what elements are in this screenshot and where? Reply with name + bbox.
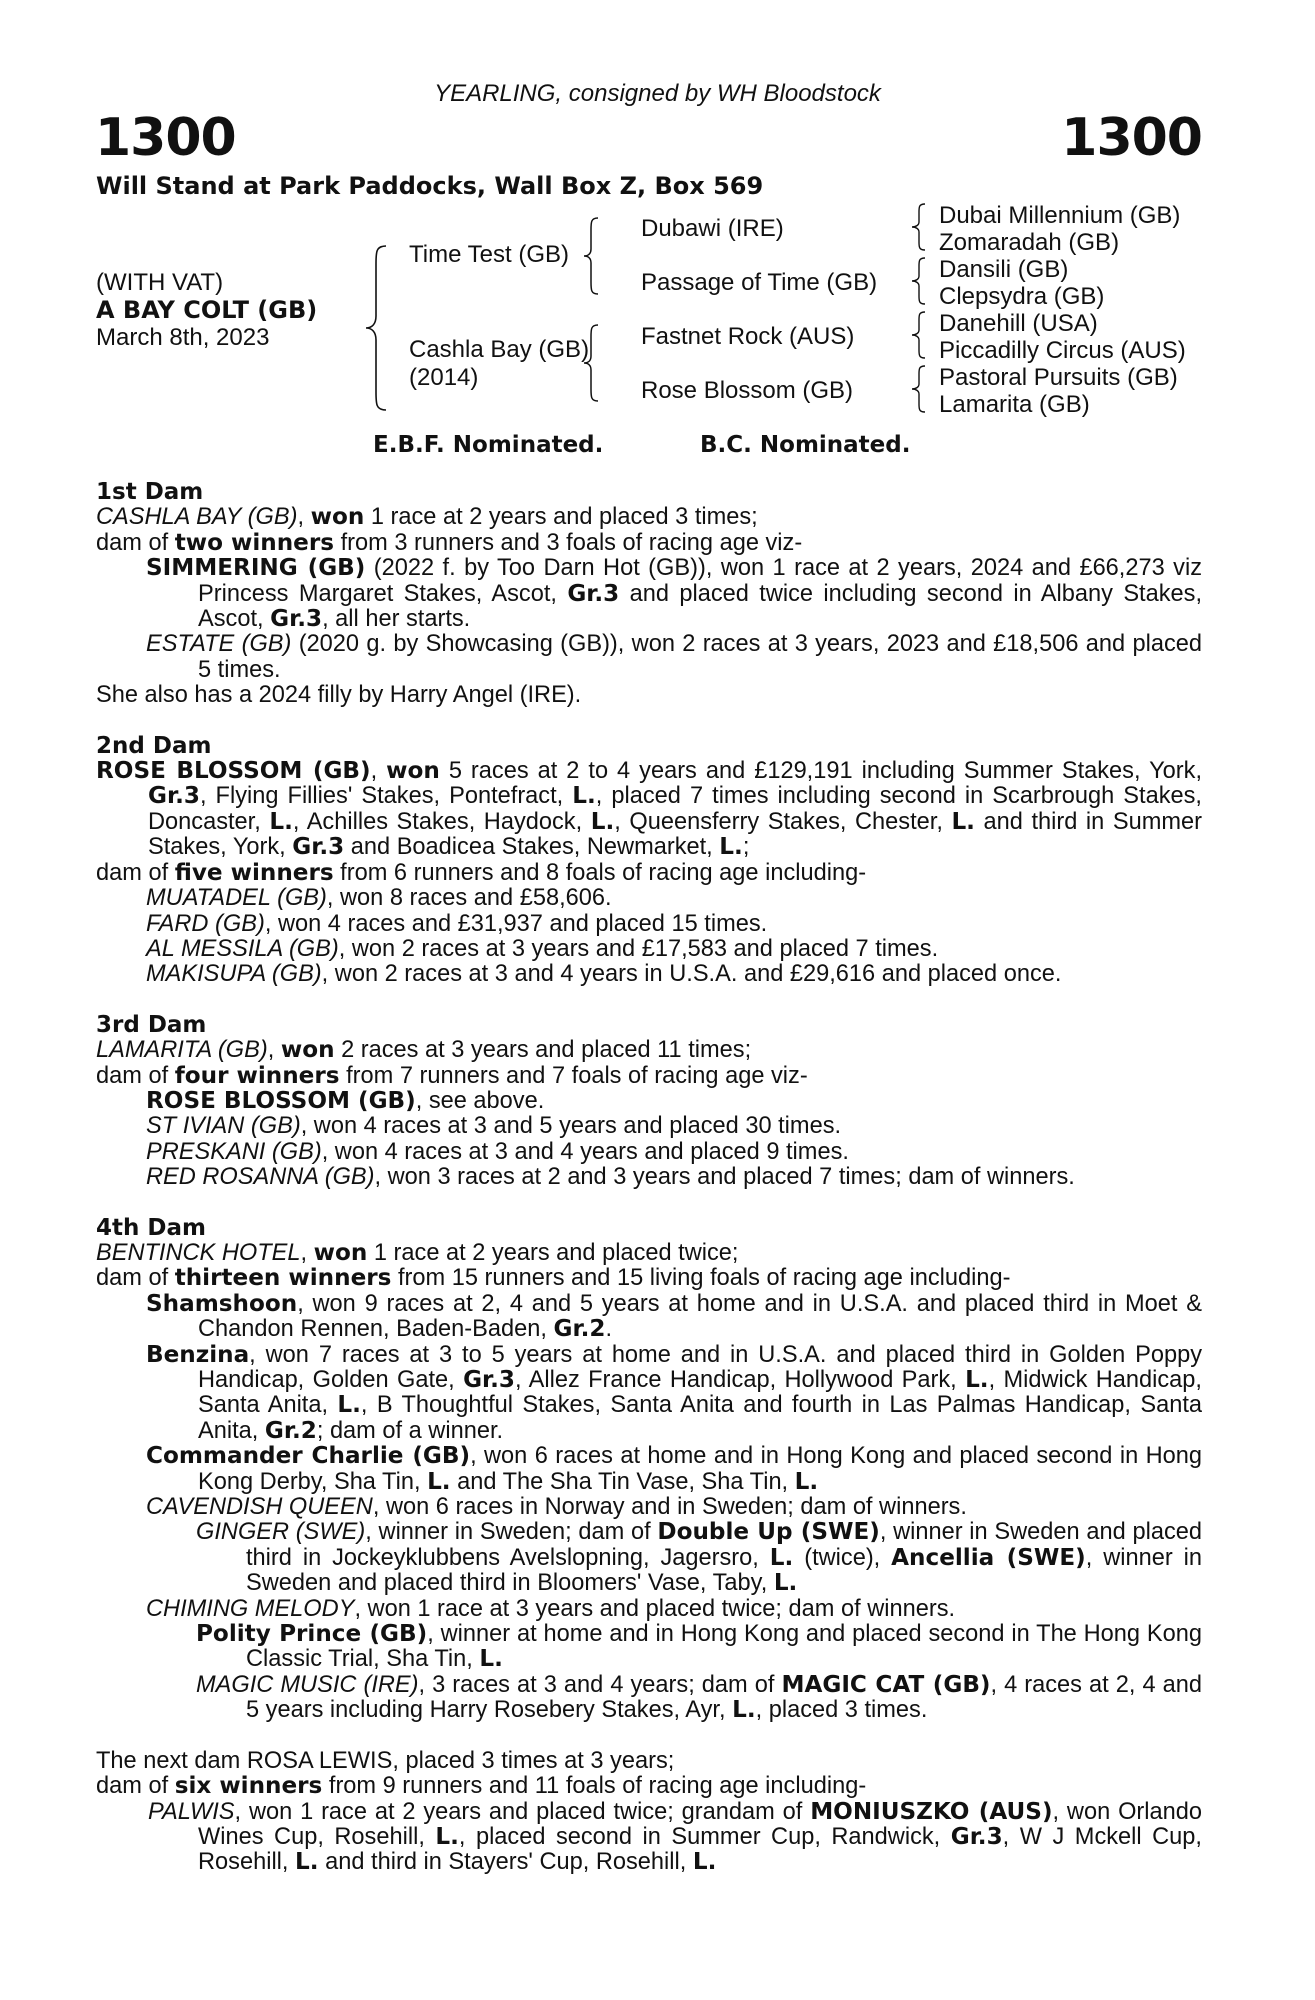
- grand-produce-entry: GINGER (SWE), winner in Sweden; dam of Double Up (SWE), winner in Sweden and placed third in Jockeyklubbens Avelslopning, Jagersro, L. (twice), Ancellia (SWE), winner in Sweden and placed third in Bloomers' Vase, Taby, L.: [196, 1519, 1203, 1597]
- pedigree-dam-year: (2014): [409, 364, 479, 391]
- produce-entry: AL MESSILA (GB), won 2 races at 3 years and £17,583 and placed 7 times.: [146, 935, 939, 962]
- produce-summary: dam of thirteen winners from 15 runners and 15 living foals of racing age including-: [96, 1265, 1011, 1292]
- produce-name: FARD (GB): [146, 910, 265, 937]
- grand-produce-entry: Polity Prince (GB), winner at home and in Hong Kong and placed second in The Hong Kong Classic Trial, Sha Tin, L.: [196, 1621, 1202, 1673]
- produce-entry: FARD (GB), won 4 races and £31,937 and placed 15 times.: [146, 910, 768, 937]
- produce-summary: dam of two winners from 3 runners and 3 foals of racing age viz-: [96, 529, 803, 556]
- dam-record: The next dam ROSA LEWIS, placed 3 times at 3 years;: [96, 1747, 675, 1774]
- ebf-nominated: E.B.F. Nominated.: [373, 432, 604, 458]
- dam-name: CASHLA BAY (GB): [96, 504, 298, 531]
- pedigree-ss-dam: Zomaradah (GB): [939, 229, 1120, 256]
- next-dam-section: [96, 1749, 1202, 1876]
- pedigree-brace-main: [364, 244, 394, 412]
- produce-entry: MAKISUPA (GB), won 2 races at 3 and 4 years in U.S.A. and £29,616 and placed once.: [146, 961, 1062, 988]
- dam-record: LAMARITA (GB), won 2 races at 3 years and placed 11 times;: [96, 1037, 752, 1064]
- pedigree-sire: Time Test (GB): [409, 241, 570, 268]
- section-heading: 3rd Dam: [96, 1011, 207, 1038]
- dam-name: LAMARITA (GB): [96, 1037, 268, 1064]
- pedigree-dam: Cashla Bay (GB): [409, 336, 590, 363]
- produce-entry: ST IVIAN (GB), won 4 races at 3 and 5 years and placed 30 times.: [146, 1113, 842, 1140]
- horse-name: A BAY COLT (GB): [96, 296, 318, 324]
- produce-name: Benzina: [146, 1341, 250, 1368]
- produce-entry: Shamshoon, won 9 races at 2, 4 and 5 years at home and in U.S.A. and placed third in Moet & Chandon Rennen, Baden-Baden, Gr.2.: [146, 1290, 1202, 1343]
- pedigree-brace-sire: [582, 216, 604, 296]
- section-heading: 1st Dam: [96, 479, 204, 505]
- produce-name: GINGER (SWE): [196, 1519, 366, 1546]
- pedigree-ds-sire: Danehill (USA): [939, 310, 1098, 337]
- pedigree-dam-dam: Rose Blossom (GB): [641, 377, 854, 404]
- produce-entry: ESTATE (GB) (2020 g. by Showcasing (GB)), won 2 races at 3 years, 2023 and £18,506 and placed 5 times.: [146, 631, 1202, 683]
- lot-number-right: 1300: [1061, 108, 1202, 168]
- third-dam-section: [96, 1013, 1202, 1191]
- produce-summary: dam of five winners from 6 runners and 8 foals of racing age including-: [96, 859, 867, 886]
- produce-name: PRESKANI (GB): [146, 1138, 322, 1165]
- dam-record: BENTINCK HOTEL, won 1 race at 2 years and placed twice;: [96, 1239, 739, 1266]
- produce-entry: PALWIS, won 1 race at 2 years and placed twice; grandam of MONIUSZKO (AUS), won Orlando Wines Cup, Rosehill, L., placed second in Summer Cup, Randwick, Gr.3, W J Mckell Cup, Rosehill, L. and third in Stayers' Cup, Rosehill, L.: [148, 1798, 1203, 1876]
- section-heading: 2nd Dam: [96, 732, 212, 759]
- produce-name: CAVENDISH QUEEN: [146, 1494, 373, 1521]
- pedigree-dd-dam: Lamarita (GB): [939, 391, 1090, 418]
- pedigree-dam-sire: Fastnet Rock (AUS): [641, 323, 855, 350]
- pedigree-sd-sire: Dansili (GB): [939, 256, 1069, 283]
- produce-entry: MUATADEL (GB), won 8 races and £58,606.: [146, 885, 612, 912]
- produce-name: RED ROSANNA (GB): [146, 1164, 375, 1191]
- catalogue-body: [96, 480, 1202, 1876]
- produce-name: SIMMERING (GB): [146, 555, 366, 582]
- lot-number-left: 1300: [95, 108, 236, 168]
- dam-record: ROSE BLOSSOM (GB), won 5 races at 2 to 4 years and £129,191 including Summer Stakes, York, Gr.3, Flying Fillies' Stakes, Pontefract, L., placed 7 times including second in Scarbrough Stakes, Doncaster, L., Achilles Stakes, Haydock, L., Queensferry Stakes, Chester, L. and third in Summer Stakes, York, Gr.3 and Boadicea Stakes, Newmarket, L.;: [96, 758, 1203, 861]
- pedigree-sd-dam: Clepsydra (GB): [939, 283, 1105, 310]
- catalogue-subtitle: YEARLING, consigned by WH Bloodstock: [434, 80, 881, 107]
- produce-name: Shamshoon: [146, 1290, 298, 1317]
- pedigree-brace-dd: [910, 364, 930, 414]
- produce-entry: CAVENDISH QUEEN, won 6 races in Norway and in Sweden; dam of winners.: [146, 1494, 967, 1521]
- pedigree-ds-dam: Piccadilly Circus (AUS): [939, 337, 1186, 364]
- pedigree-brace-ss: [910, 202, 930, 252]
- produce-name: ST IVIAN (GB): [146, 1113, 301, 1140]
- section-heading: 4th Dam: [96, 1214, 206, 1241]
- produce-entry: Commander Charlie (GB), won 6 races at home and in Hong Kong and placed second in Hong Kong Derby, Sha Tin, L. and The Sha Tin Vase, Sha Tin, L.: [146, 1443, 1202, 1495]
- produce-entry: SIMMERING (GB) (2022 f. by Too Darn Hot (GB)), won 1 race at 2 years, 2024 and £66,273 viz Princess Margaret Stakes, Ascot, Gr.3 and placed twice including second in Albany Stakes, Ascot, Gr.3, all her starts.: [146, 555, 1203, 633]
- produce-name: PALWIS: [148, 1798, 235, 1825]
- produce-name: MUATADEL (GB): [146, 885, 327, 912]
- produce-name: Commander Charlie (GB): [146, 1443, 471, 1470]
- produce-name: AL MESSILA (GB): [146, 935, 339, 962]
- second-dam-section: [96, 734, 1202, 988]
- produce-name: ROSE BLOSSOM (GB): [146, 1087, 416, 1114]
- pedigree-dd-sire: Pastoral Pursuits (GB): [939, 364, 1178, 391]
- pedigree-sire-dam: Passage of Time (GB): [641, 269, 878, 296]
- pedigree-sire-sire: Dubawi (IRE): [641, 215, 784, 242]
- pedigree-brace-sd: [910, 256, 930, 306]
- produce-name: MAGIC MUSIC (IRE): [196, 1671, 419, 1698]
- produce-entry: Benzina, won 7 races at 3 to 5 years at home and in U.S.A. and placed third in Golden Poppy Handicap, Golden Gate, Gr.3, Allez France Handicap, Hollywood Park, L., Midwick Handicap, Santa Anita, L., B Thoughtful Stakes, Santa Anita and fourth in Las Palmas Handicap, Santa Anita, Gr.2; dam of a winner.: [146, 1341, 1202, 1444]
- produce-name: ESTATE (GB): [146, 631, 292, 658]
- produce-note: She also has a 2024 filly by Harry Angel (IRE).: [96, 682, 582, 709]
- dam-record: CASHLA BAY (GB), won 1 race at 2 years and placed 3 times;: [96, 504, 758, 531]
- pedigree-brace-ds: [910, 310, 930, 360]
- produce-entry: PRESKANI (GB), won 4 races at 3 and 4 years and placed 9 times.: [146, 1138, 849, 1165]
- bc-nominated: B.C. Nominated.: [700, 432, 911, 458]
- produce-name: CHIMING MELODY: [146, 1595, 355, 1622]
- dam-name: ROSE BLOSSOM (GB): [96, 758, 371, 785]
- produce-name: MAKISUPA (GB): [146, 961, 322, 988]
- produce-entry: CHIMING MELODY, won 1 race at 3 years and placed twice; dam of winners.: [146, 1595, 956, 1622]
- produce-summary: dam of six winners from 9 runners and 11 foals of racing age including-: [96, 1773, 867, 1800]
- produce-entry: ROSE BLOSSOM (GB), see above.: [146, 1087, 545, 1114]
- stand-location: Will Stand at Park Paddocks, Wall Box Z, Box 569: [96, 172, 764, 200]
- first-dam-section: [96, 480, 1202, 709]
- grand-produce-entry: MAGIC MUSIC (IRE), 3 races at 3 and 4 years; dam of MAGIC CAT (GB), 4 races at 2, 4 and 5 years including Harry Rosebery Stakes, Ayr, L., placed 3 times.: [196, 1671, 1203, 1724]
- produce-summary: dam of four winners from 7 runners and 7 foals of racing age viz-: [96, 1062, 808, 1089]
- produce-name: Polity Prince (GB): [196, 1621, 428, 1648]
- produce-entry: RED ROSANNA (GB), won 3 races at 2 and 3 years and placed 7 times; dam of winners.: [146, 1164, 1075, 1191]
- horse-dob: March 8th, 2023: [96, 324, 270, 351]
- dam-name: BENTINCK HOTEL: [96, 1239, 301, 1266]
- fourth-dam-section: [96, 1216, 1202, 1724]
- pedigree-ss-sire: Dubai Millennium (GB): [939, 202, 1181, 229]
- vat-note: (WITH VAT): [96, 269, 224, 296]
